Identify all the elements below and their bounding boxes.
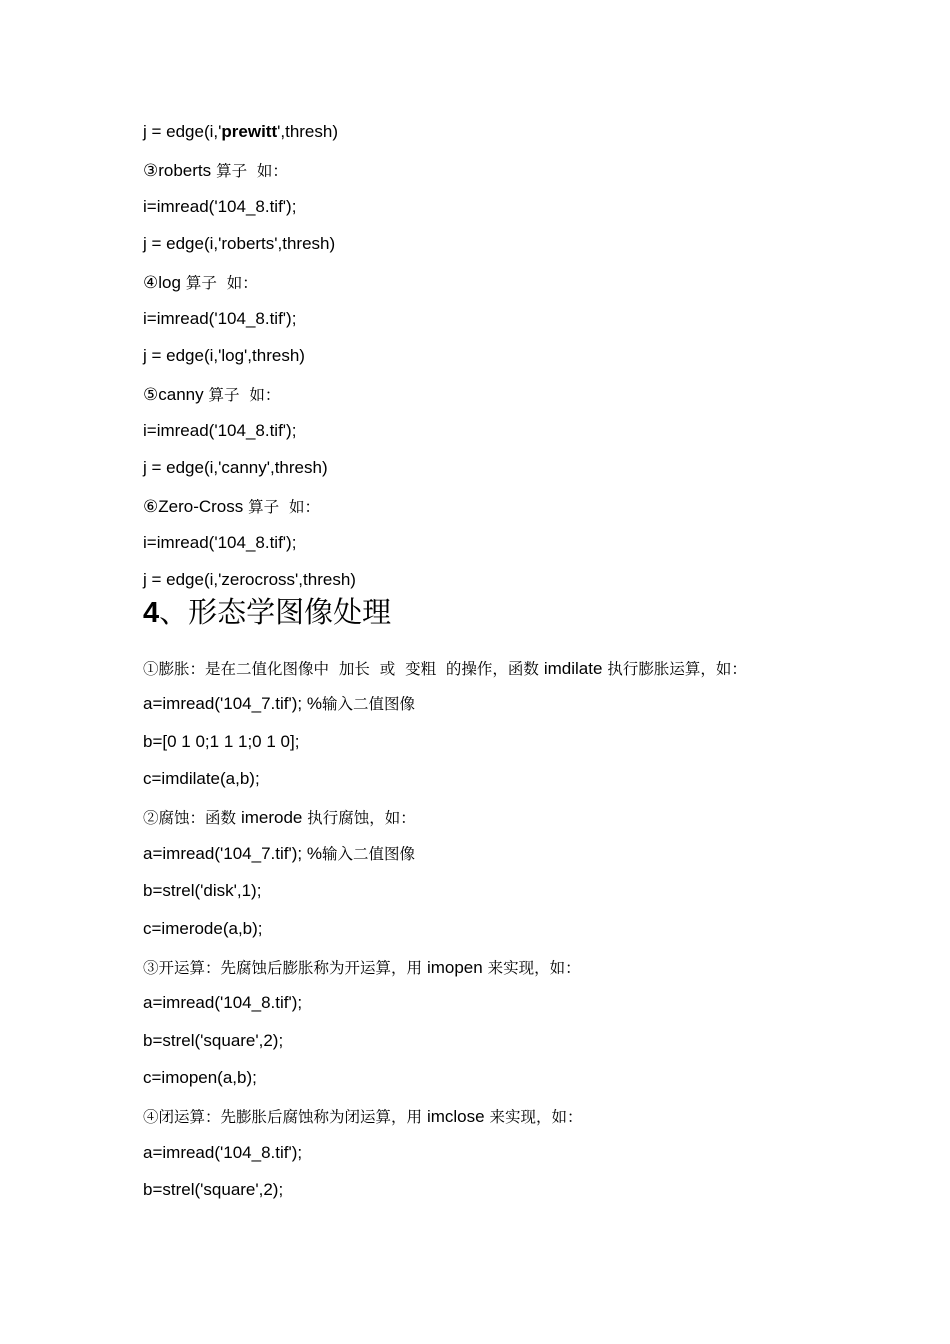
item-label: ⑥Zero-Cross xyxy=(143,497,244,516)
item-zerocross-operator xyxy=(143,496,320,518)
code-keyword-bold: prewitt xyxy=(221,122,278,141)
item-description: 执行腐蚀，如： xyxy=(302,809,416,827)
item-erosion xyxy=(143,807,416,829)
code-line xyxy=(143,693,415,715)
code-comment: 输入二值图像 xyxy=(321,695,415,713)
code-line: c=imdilate(a,b); xyxy=(143,769,260,788)
code-line-prewitt xyxy=(143,121,338,143)
code-line: c=imopen(a,b); xyxy=(143,1068,257,1087)
code-text: a=imread('104_7.tif'); % xyxy=(143,844,322,863)
item-dilation xyxy=(143,658,747,680)
item-description: 算子 如： xyxy=(203,386,281,404)
code-text: a=imread('104_7.tif'); % xyxy=(143,694,322,713)
item-description: ③开运算：先腐蚀后膨胀称为开运算，用 xyxy=(143,959,427,977)
code-line: b=strel('square',2); xyxy=(143,1031,284,1050)
item-log-operator xyxy=(143,272,258,294)
item-opening xyxy=(143,957,581,979)
item-roberts-operator xyxy=(143,160,288,182)
function-name: imclose xyxy=(426,1107,485,1126)
item-closing xyxy=(143,1106,583,1128)
section-heading xyxy=(143,594,391,631)
code-line: j = edge(i,'canny',thresh) xyxy=(143,458,328,477)
item-description: 来实现，如： xyxy=(484,1108,583,1126)
code-line: b=strel('square',2); xyxy=(143,1180,284,1199)
code-text: j = edge(i,' xyxy=(143,122,222,141)
code-line: a=imread('104_8.tif'); xyxy=(143,1143,303,1162)
item-description: 算子 如： xyxy=(211,162,288,180)
item-label: ⑤canny xyxy=(143,385,204,404)
code-line: i=imread('104_8.tif'); xyxy=(143,533,297,552)
code-line: b=[0 1 0;1 1 1;0 1 0]; xyxy=(143,732,300,751)
code-text: ',thresh) xyxy=(277,122,339,141)
code-line: i=imread('104_8.tif'); xyxy=(143,309,297,328)
code-line: a=imread('104_8.tif'); xyxy=(143,993,303,1012)
item-description: 算子 如： xyxy=(243,498,321,516)
code-line: j = edge(i,'roberts',thresh) xyxy=(143,234,336,253)
item-description: 算子 如： xyxy=(180,274,258,292)
function-name: imopen xyxy=(426,958,483,977)
code-line: c=imerode(a,b); xyxy=(143,919,263,938)
item-description: 来实现，如： xyxy=(482,959,581,977)
item-description: ①膨胀：是在二值化图像中 加长 或 变粗 的操作，函数 xyxy=(143,660,544,678)
section-title: 、形态学图像处理 xyxy=(159,595,392,629)
code-line: b=strel('disk',1); xyxy=(143,881,262,900)
item-canny-operator xyxy=(143,384,280,406)
code-comment: 输入二值图像 xyxy=(321,845,415,863)
code-line: i=imread('104_8.tif'); xyxy=(143,197,297,216)
code-line xyxy=(143,843,415,865)
item-label: ③roberts xyxy=(143,161,212,180)
code-line: j = edge(i,'zerocross',thresh) xyxy=(143,570,356,589)
code-line: j = edge(i,'log',thresh) xyxy=(143,346,305,365)
item-description: ④闭运算：先膨胀后腐蚀称为闭运算，用 xyxy=(143,1108,427,1126)
section-number: 4 xyxy=(143,597,160,629)
item-description: 执行膨胀运算，如： xyxy=(602,660,747,678)
item-description: ②腐蚀：函数 xyxy=(143,809,241,827)
function-name: imerode xyxy=(240,808,303,827)
code-line: i=imread('104_8.tif'); xyxy=(143,421,297,440)
item-label: ④log xyxy=(143,273,181,292)
function-name: imdilate xyxy=(543,659,603,678)
